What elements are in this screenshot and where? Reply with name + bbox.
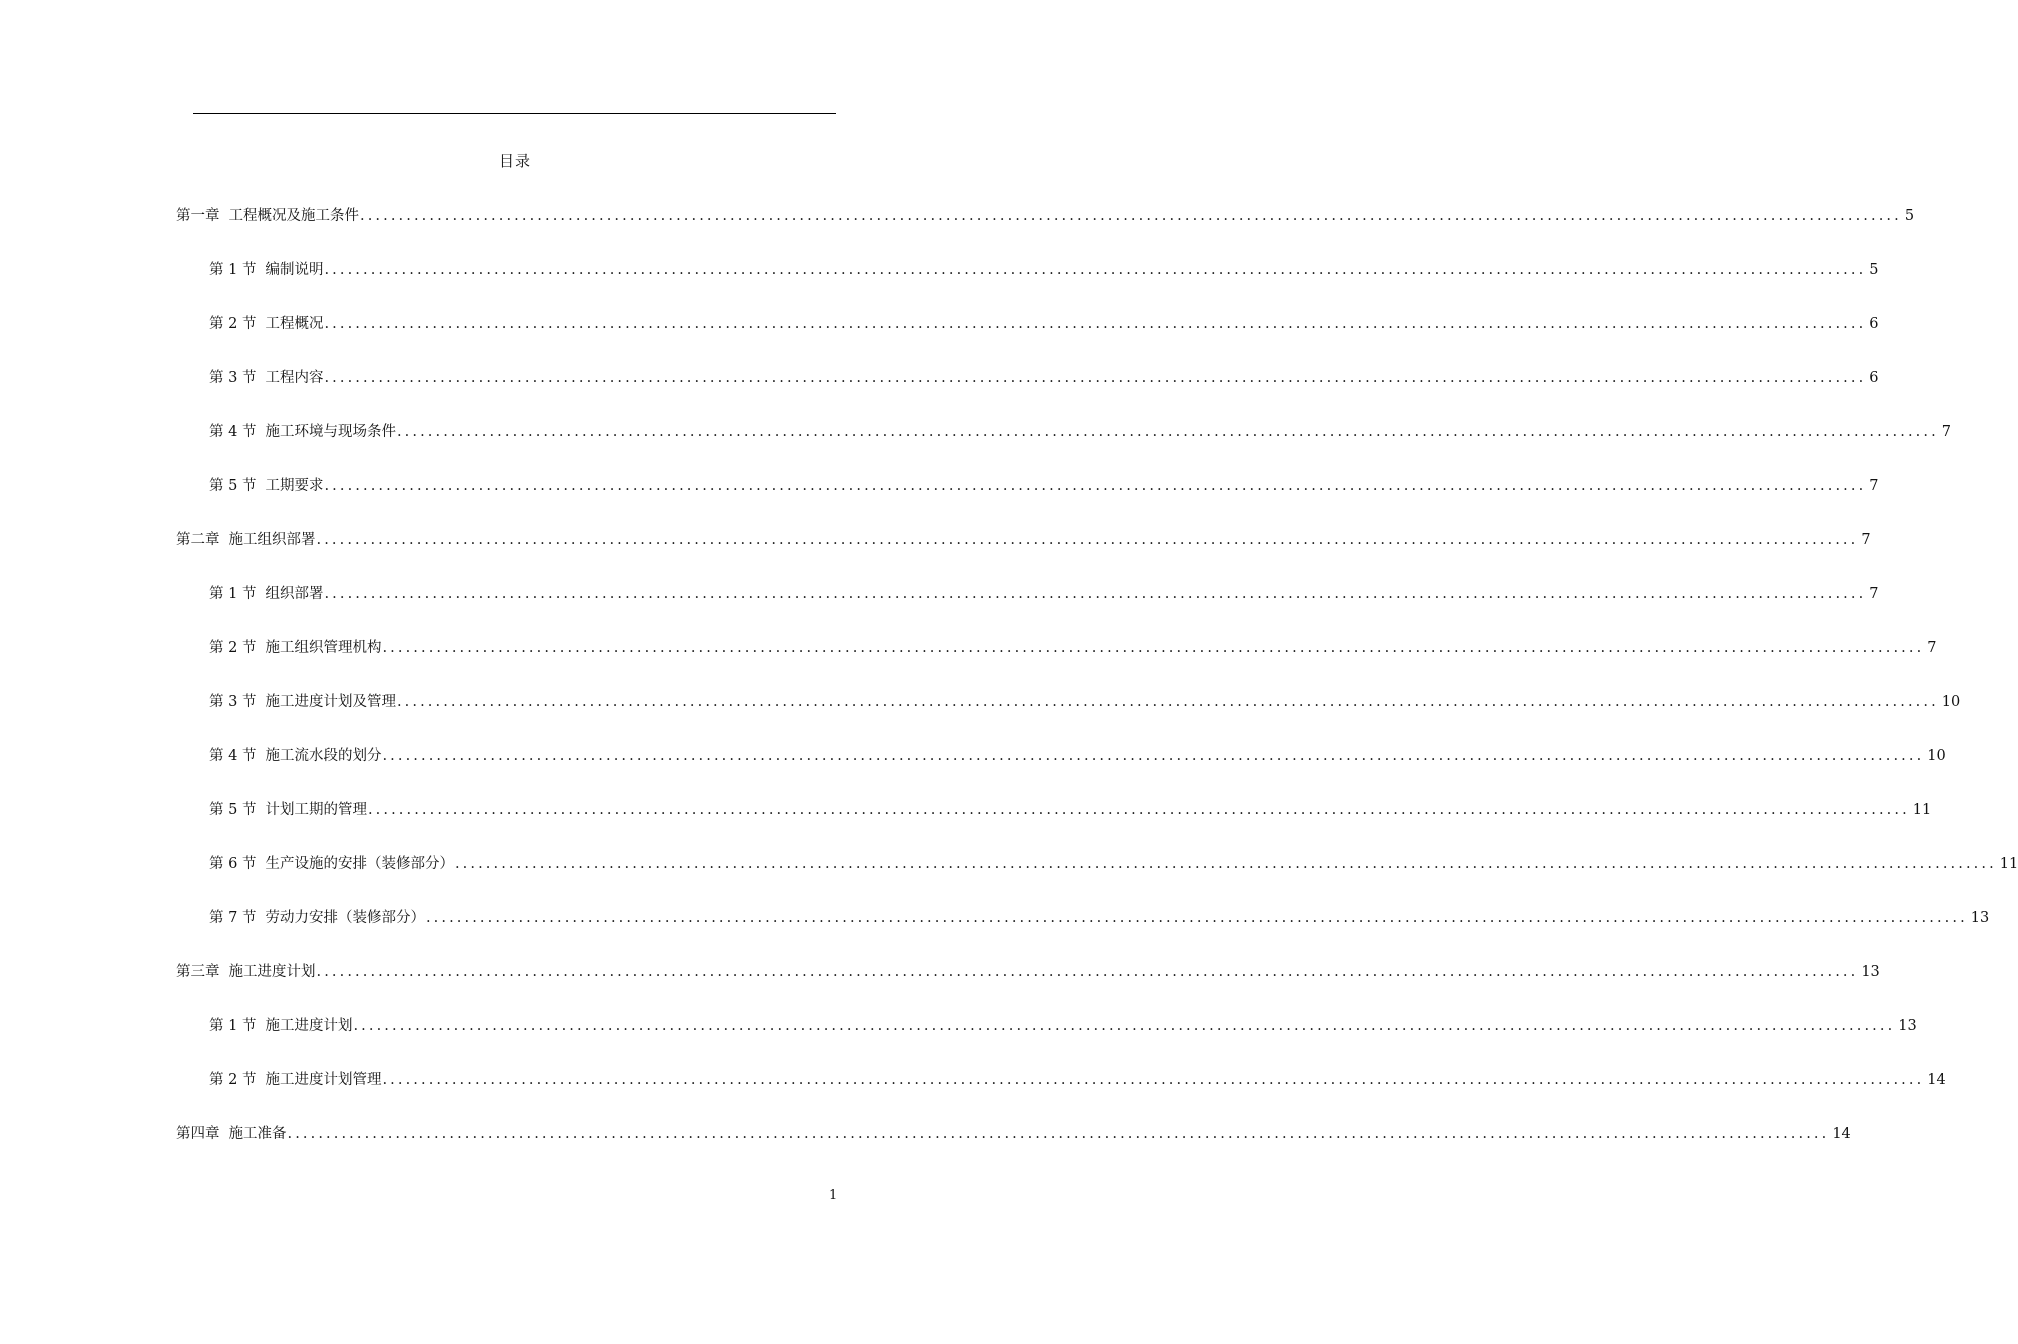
toc-leader-dots: ........................................................................................................................................................................................................	[396, 694, 1939, 710]
toc-entry-label	[209, 798, 367, 819]
toc-entry-text: 工期要求	[265, 478, 324, 494]
toc-leader-dots: ........................................................................................................................................................................................................	[382, 1072, 1925, 1088]
toc-leader-dots: ........................................................................................................................................................................................................	[425, 910, 1968, 926]
toc-entry-label	[209, 1014, 352, 1035]
toc-entry-label	[209, 744, 381, 765]
toc-entry-number: 第二章	[176, 532, 220, 548]
toc-leader-dots: ........................................................................................................................................................................................................	[454, 856, 1997, 872]
toc-section-entry[interactable]	[209, 1014, 1917, 1036]
toc-entry-number: 第 4 节	[209, 748, 257, 764]
toc-entry-number: 第 3 节	[209, 370, 257, 386]
toc-entry-number: 第 3 节	[209, 694, 257, 710]
toc-entry-page: 13	[1861, 964, 1880, 980]
toc-entry-text: 工程内容	[265, 370, 324, 386]
toc-entry-label	[176, 204, 359, 225]
toc-entry-label	[209, 636, 381, 657]
toc-entry-text: 施工进度计划	[265, 1018, 353, 1034]
toc-entry-page: 6	[1869, 316, 1879, 332]
toc-entry-page: 11	[1912, 802, 1932, 818]
toc-leader-dots: ........................................................................................................................................................................................................	[382, 748, 1925, 764]
toc-entry-label	[209, 474, 323, 495]
toc-entry-text: 施工进度计划及管理	[265, 694, 396, 710]
toc-leader-dots: ........................................................................................................................................................................................................	[316, 532, 1859, 548]
toc-entry-page: 10	[1941, 694, 1961, 710]
toc-section-entry[interactable]	[209, 690, 1961, 712]
toc-section-entry[interactable]	[209, 366, 1879, 388]
toc-leader-dots: ........................................................................................................................................................................................................	[287, 1126, 1830, 1142]
toc-entry-number: 第 2 节	[209, 316, 257, 332]
toc-title: 目录	[498, 152, 531, 170]
toc-entry-label	[209, 1068, 381, 1089]
toc-entry-page: 14	[1927, 1072, 1946, 1088]
toc-entry-page: 13	[1898, 1018, 1917, 1034]
toc-entry-number: 第 2 节	[209, 640, 257, 656]
toc-entry-page: 7	[1861, 532, 1871, 548]
toc-entry-number: 第四章	[176, 1126, 220, 1142]
toc-leader-dots: ........................................................................................................................................................................................................	[382, 640, 1925, 656]
toc-entry-label	[176, 1122, 287, 1143]
toc-section-entry[interactable]	[209, 474, 1879, 496]
toc-entry-page: 10	[1927, 748, 1946, 764]
toc-leader-dots: ........................................................................................................................................................................................................	[360, 208, 1902, 224]
toc-leader-dots: ........................................................................................................................................................................................................	[324, 316, 1867, 332]
toc-entry-page: 7	[1869, 478, 1879, 494]
toc-chapter-entry[interactable]	[176, 528, 1871, 550]
toc-entry-label	[209, 258, 323, 279]
toc-entry-page: 14	[1832, 1126, 1851, 1142]
toc-entry-label	[209, 906, 425, 927]
toc-entry-page: 5	[1869, 262, 1879, 278]
toc-leader-dots: ........................................................................................................................................................................................................	[316, 964, 1859, 980]
toc-entry-page: 7	[1927, 640, 1937, 656]
toc-leader-dots: ........................................................................................................................................................................................................	[396, 424, 1939, 440]
toc-entry-text: 组织部署	[265, 586, 324, 602]
toc-entry-number: 第 1 节	[209, 586, 257, 602]
toc-entry-label	[176, 960, 316, 981]
toc-entry-number: 第 2 节	[209, 1072, 257, 1088]
toc-leader-dots: ........................................................................................................................................................................................................	[324, 262, 1867, 278]
toc-entry-text: 工程概况及施工条件	[228, 208, 359, 224]
toc-entry-label	[209, 852, 454, 873]
toc-section-entry[interactable]	[209, 1068, 1946, 1090]
toc-section-entry[interactable]	[209, 312, 1879, 334]
toc-section-entry[interactable]	[209, 582, 1879, 604]
toc-entry-label	[209, 366, 323, 387]
page-number: 1	[829, 1188, 838, 1203]
toc-leader-dots: ........................................................................................................................................................................................................	[324, 370, 1867, 386]
toc-entry-text: 生产设施的安排（装修部分）	[265, 856, 454, 872]
toc-entry-label	[176, 528, 316, 549]
toc-entry-text: 施工组织部署	[228, 532, 316, 548]
toc-leader-dots: ........................................................................................................................................................................................................	[367, 802, 1910, 818]
toc-entry-number: 第 5 节	[209, 478, 257, 494]
toc-chapter-entry[interactable]	[176, 960, 1880, 982]
toc-entry-text: 施工进度计划	[228, 964, 316, 980]
toc-entry-label	[209, 690, 396, 711]
toc-section-entry[interactable]	[209, 852, 2018, 874]
toc-entry-number: 第 7 节	[209, 910, 257, 926]
toc-entry-number: 第 1 节	[209, 262, 257, 278]
toc-chapter-entry[interactable]	[176, 204, 1915, 226]
toc-entry-text: 编制说明	[265, 262, 324, 278]
toc-chapter-entry[interactable]	[176, 1122, 1851, 1144]
toc-leader-dots: ........................................................................................................................................................................................................	[324, 478, 1867, 494]
toc-entry-number: 第 1 节	[209, 1018, 257, 1034]
toc-entry-text: 施工进度计划管理	[265, 1072, 382, 1088]
toc-section-entry[interactable]	[209, 258, 1879, 280]
toc-entry-text: 工程概况	[265, 316, 324, 332]
toc-entry-page: 6	[1869, 370, 1879, 386]
toc-entry-text: 计划工期的管理	[265, 802, 367, 818]
toc-section-entry[interactable]	[209, 906, 1990, 928]
toc-entry-text: 施工准备	[228, 1126, 287, 1142]
toc-leader-dots: ........................................................................................................................................................................................................	[324, 586, 1867, 602]
toc-entry-label	[209, 420, 396, 441]
toc-leader-dots: ........................................................................................................................................................................................................	[353, 1018, 1896, 1034]
toc-entry-page: 7	[1941, 424, 1952, 440]
toc-entry-number: 第 6 节	[209, 856, 257, 872]
toc-entry-page: 13	[1970, 910, 1990, 926]
toc-entry-number: 第一章	[176, 208, 220, 224]
toc-entry-page: 11	[1999, 856, 2018, 872]
toc-entry-label	[209, 312, 323, 333]
toc-entry-number: 第 5 节	[209, 802, 257, 818]
toc-entry-number: 第 4 节	[209, 424, 257, 440]
toc-section-entry[interactable]	[209, 636, 1937, 658]
toc-section-entry[interactable]	[209, 798, 1932, 820]
toc-entry-number: 第三章	[176, 964, 220, 980]
toc-section-entry[interactable]	[209, 420, 1952, 442]
toc-entry-page: 5	[1904, 208, 1915, 224]
toc-entry-label	[209, 582, 323, 603]
toc-entry-text: 施工组织管理机构	[265, 640, 382, 656]
toc-section-entry[interactable]	[209, 744, 1946, 766]
toc-entry-text: 施工流水段的划分	[265, 748, 382, 764]
toc-entry-text: 施工环境与现场条件	[265, 424, 396, 440]
toc-entry-text: 劳动力安排（装修部分）	[265, 910, 425, 926]
toc-entry-page: 7	[1869, 586, 1879, 602]
